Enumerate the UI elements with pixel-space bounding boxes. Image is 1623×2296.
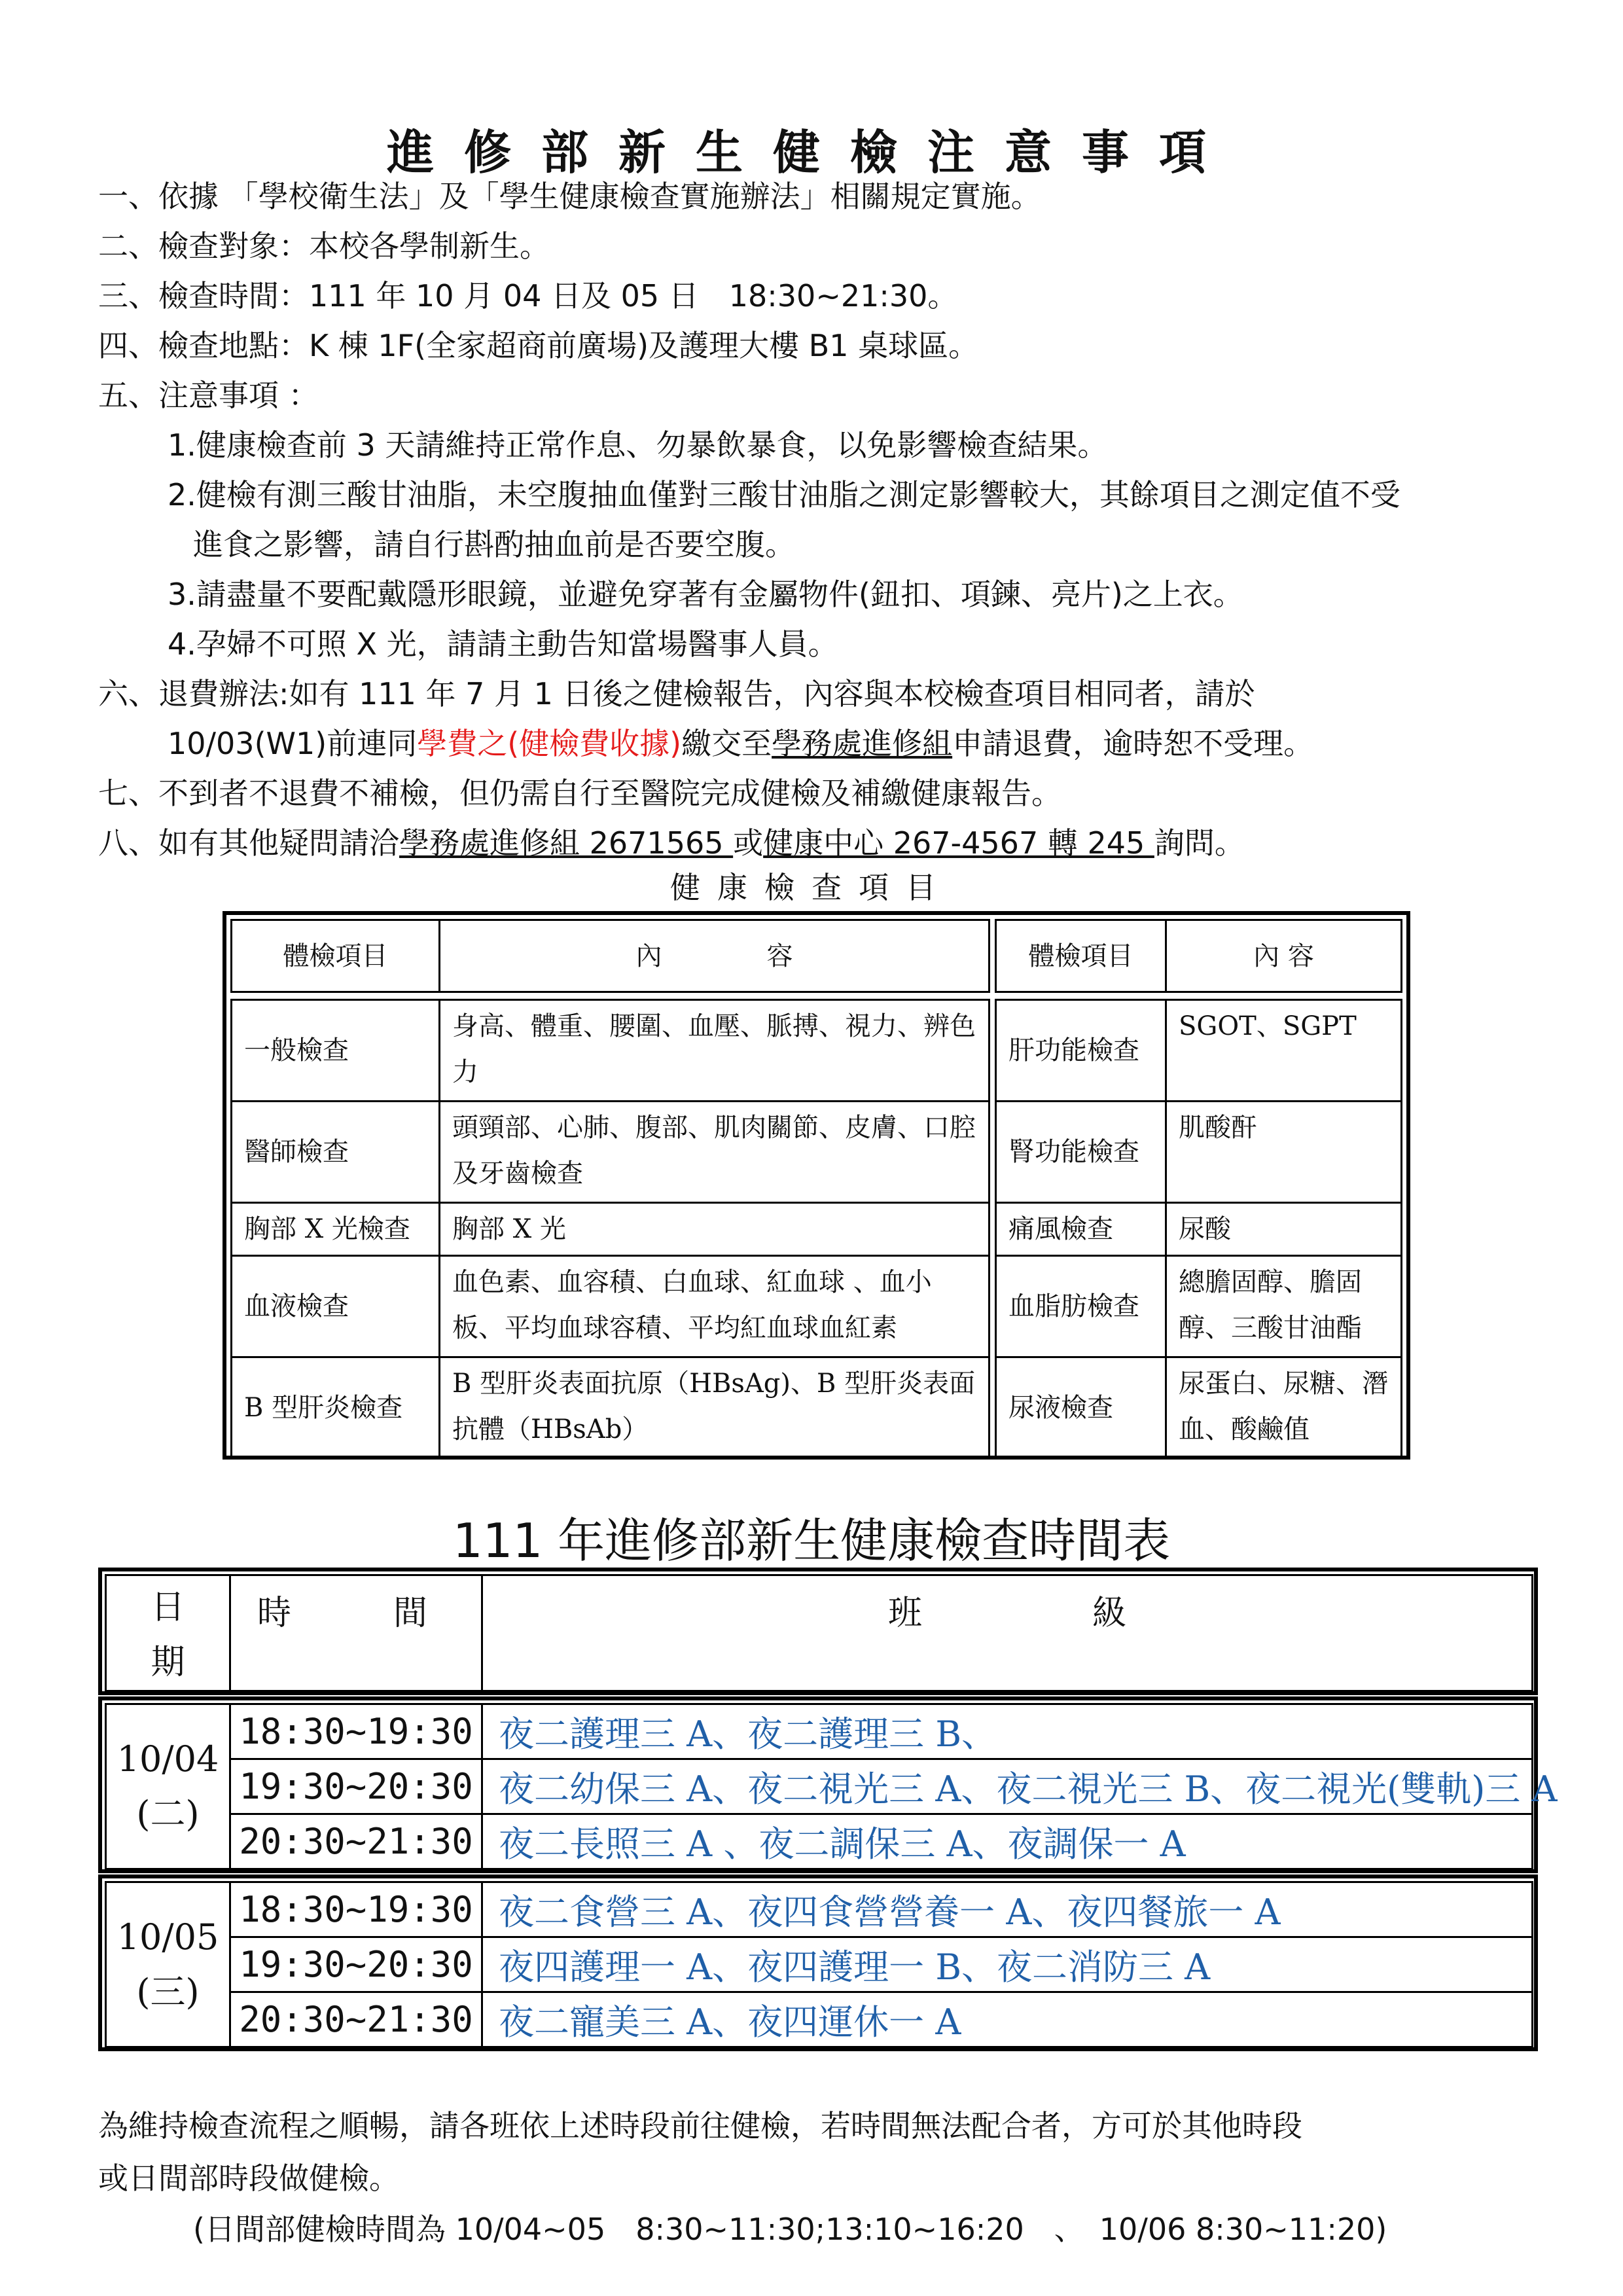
item-8-text-3: 詢問。	[1154, 825, 1245, 861]
office-underlined: 學務處進修組	[772, 726, 953, 761]
note-2a: 2.健檢有測三酸甘油脂，未空腹抽血僅對三酸甘油脂之測定影響較大，其餘項目之測定值不受	[168, 477, 1400, 512]
day-school-note: (日間部健檢時間為 10/04~05 8:30~11:30;13:10~16:20 、 10/06 8:30~11:20)	[193, 2212, 1387, 2247]
table-cell-item: 一般檢查	[232, 1000, 440, 1102]
item-4: 四、檢查地點：K 棟 1F(全家超商前廣場)及護理大樓 B1 桌球區。	[98, 328, 979, 363]
item-7: 七、不到者不退費不補檢，但仍需自行至醫院完成健檢及補繳健康報告。	[98, 776, 1061, 811]
header-class: 班 級	[482, 1575, 1533, 1691]
time-slot: 18:30~19:30	[230, 1882, 482, 1937]
item-2: 二、檢查對象：本校各學制新生。	[98, 228, 550, 264]
table-cell-content: 血色素、血容積、白血球、紅血球 、血小板、平均血球容積、平均紅血球血紅素	[440, 1256, 990, 1357]
day-block	[105, 1703, 1558, 1870]
notice-items	[98, 171, 1538, 868]
schedule-header	[105, 1574, 1533, 1692]
table-cell-item: 尿液檢查	[996, 1357, 1166, 1459]
right-table	[995, 919, 1402, 1460]
time-slot: 19:30~20:30	[230, 1937, 482, 1992]
day-block	[105, 1881, 1533, 2048]
item-6b-text-2: 繳交至	[681, 726, 772, 761]
item-8	[98, 818, 1538, 868]
table-cell-item: 胸部 X 光檢查	[232, 1203, 440, 1256]
col-header-content: 內 容	[1166, 920, 1402, 992]
note-3: 3.請盡量不要配戴隱形眼鏡，並避免穿著有金屬物件(鈕扣、項鍊、亮片)之上衣。	[168, 577, 1243, 612]
receipt-highlight: 學費之(健檢費收據)	[417, 726, 682, 761]
class-list: 夜二食營三 A、夜四食營營養一 A、夜四餐旅一 A	[482, 1882, 1533, 1937]
schedule-title: 111 年進修部新生健康檢查時間表	[452, 1513, 1171, 1568]
table-cell-content: 肌酸酐	[1166, 1102, 1402, 1203]
table-cell-item: 血液檢查	[232, 1256, 440, 1357]
item-8-text-2: 或	[733, 825, 764, 861]
class-list: 夜二寵美三 A、夜四運休一 A	[482, 1992, 1533, 2047]
contact-health-center: 健康中心 267-4567 轉 245	[763, 825, 1154, 861]
table-cell-content: 尿酸	[1166, 1203, 1402, 1256]
table-cell-content: 尿蛋白、尿糖、潛血、酸鹼值	[1166, 1357, 1402, 1459]
class-list: 夜四護理一 A、夜四護理一 B、夜二消防三 A	[482, 1937, 1533, 1992]
note-1: 1.健康檢查前 3 天請維持正常作息、勿暴飲暴食，以免影響檢查結果。	[168, 427, 1108, 463]
table-cell-item: 肝功能檢查	[996, 1000, 1166, 1102]
time-slot: 18:30~19:30	[230, 1704, 482, 1759]
table-cell-item: B 型肝炎檢查	[232, 1357, 440, 1459]
item-6b-text-3: 申請退費，逾時恕不受理。	[952, 726, 1314, 761]
time-slot: 20:30~21:30	[230, 1992, 482, 2047]
weekday-value: (二)	[136, 1793, 200, 1835]
item-3: 三、檢查時間：111 年 10 月 04 日及 05 日 18:30~21:30。	[98, 278, 958, 314]
footer-line-2: 或日間部時段做健檢。	[98, 2161, 399, 2196]
table-cell-content: 身高、體重、腰圍、血壓、脈搏、視力、辨色力	[440, 1000, 990, 1102]
time-slot: 19:30~20:30	[230, 1759, 482, 1814]
class-list: 夜二長照三 A 、夜二調保三 A、夜調保一 A	[482, 1814, 1533, 1869]
footer-line-1: 為維持檢查流程之順暢，請各班依上述時段前往健檢，若時間無法配合者，方可於其他時段	[98, 2108, 1302, 2144]
col-header-item: 體檢項目	[996, 920, 1166, 992]
header-date: 日期	[106, 1575, 230, 1691]
table-cell-content: 總膽固醇、膽固醇、三酸甘油酯	[1166, 1256, 1402, 1357]
date-cell	[106, 1704, 230, 1869]
class-list: 夜二護理三 A、夜二護理三 B、	[482, 1704, 1533, 1759]
note-2b: 進食之影響，請自行斟酌抽血前是否要空腹。	[193, 527, 795, 562]
item-6b	[98, 719, 1538, 768]
col-header-content: 內 容	[440, 920, 990, 992]
date-cell	[106, 1882, 230, 2047]
note-4: 4.孕婦不可照 X 光，請請主動告知當場醫事人員。	[168, 626, 838, 662]
item-5: 五、注意事項 ：	[98, 378, 319, 413]
table-cell-content: B 型肝炎表面抗原（HBsAg)、B 型肝炎表面抗體（HBsAb）	[440, 1357, 990, 1459]
time-slot: 20:30~21:30	[230, 1814, 482, 1869]
date-value: 10/05	[116, 1916, 219, 1958]
col-header-item: 體檢項目	[232, 920, 440, 992]
table-cell-item: 醫師檢查	[232, 1102, 440, 1203]
health-items-caption: 健康檢查項目	[670, 870, 953, 905]
item-1: 一、依據 「學校衛生法」及「學生健康檢查實施辦法」相關規定實施。	[98, 179, 1041, 214]
weekday-value: (三)	[136, 1971, 200, 2013]
table-cell-content: 頭頸部、心肺、腹部、肌肉關節、皮膚、口腔及牙齒檢查	[440, 1102, 990, 1203]
table-cell-item: 血脂肪檢查	[996, 1256, 1166, 1357]
health-items-table	[223, 911, 1410, 1461]
header-time: 時 間	[230, 1575, 482, 1691]
page-title: 進修部新生健檢注意事項	[386, 125, 1236, 180]
table-cell-content: SGOT、SGPT	[1166, 1000, 1402, 1102]
item-6b-text-1: 10/03(W1)前連同	[168, 726, 418, 761]
date-value: 10/04	[116, 1738, 219, 1780]
footer-text	[98, 2100, 1538, 2204]
item-6a: 六、退費辦法:如有 111 年 7 月 1 日後之健檢報告，內容與本校檢查項目相同者，請於	[98, 676, 1255, 711]
contact-office: 學務處進修組 2671565	[399, 825, 734, 861]
left-table	[230, 919, 990, 1460]
class-list: 夜二幼保三 A、夜二視光三 A、夜二視光三 B、夜二視光(雙軌)三 A	[482, 1759, 1533, 1814]
item-8-text-1: 八、如有其他疑問請洽	[98, 825, 399, 861]
table-cell-content: 胸部 X 光	[440, 1203, 990, 1256]
table-cell-item: 痛風檢查	[996, 1203, 1166, 1256]
table-cell-item: 腎功能檢查	[996, 1102, 1166, 1203]
